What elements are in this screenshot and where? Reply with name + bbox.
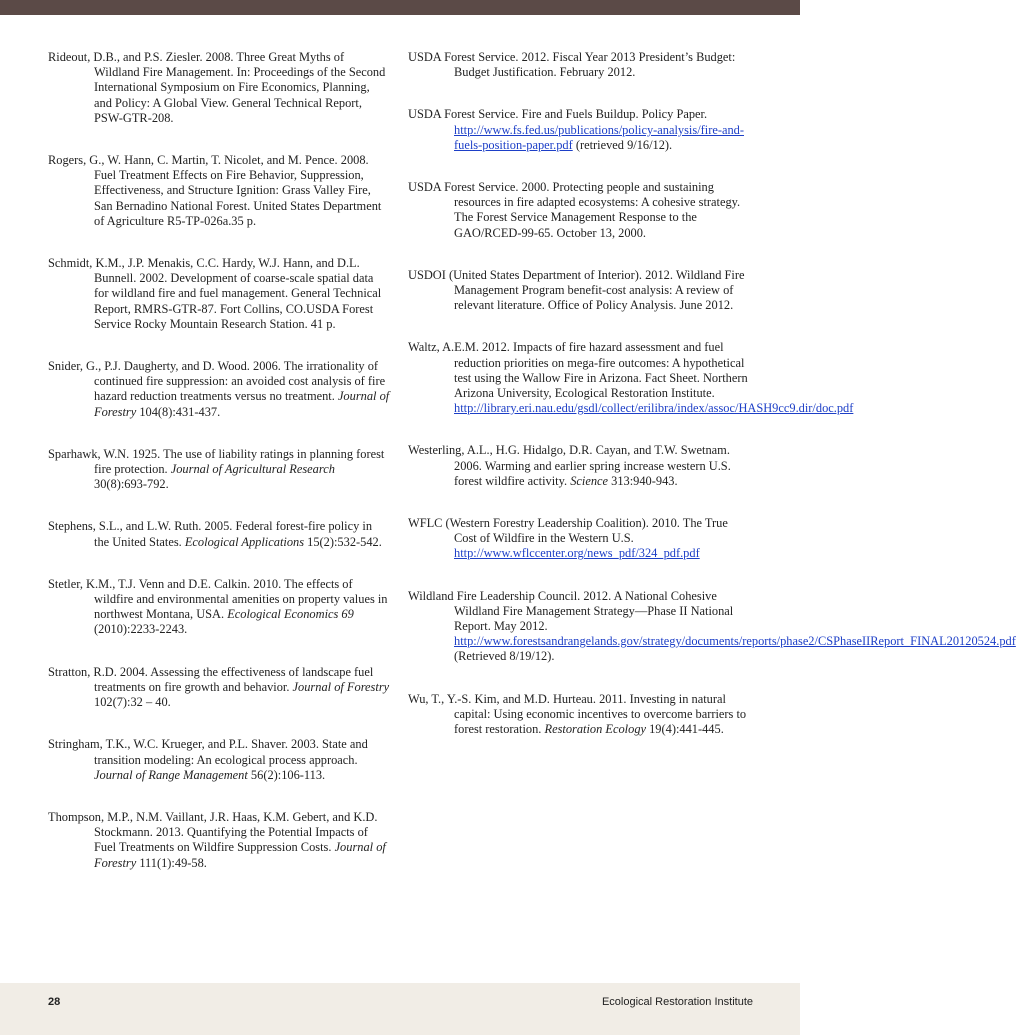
reference-text: USDA Forest Service. Fire and Fuels Buildup. Policy Paper. <box>408 107 708 122</box>
reference-entry <box>408 692 752 738</box>
reference-journal: Journal of Range Management <box>94 767 248 782</box>
reference-text: Stetler, K.M., T.J. Venn and D.E. Calkin. 2010. The effects of wildfire and environmental amenities on property values in northwest Montana, USA. <box>48 576 388 622</box>
reference-link[interactable]: http://www.wflccenter.org/news_pdf/324_pdf.pdf <box>454 546 700 561</box>
reference-text: 313:940-943. <box>608 473 678 488</box>
reference-text: 56(2):106-113. <box>247 767 326 782</box>
reference-text: 111(1):49-58. <box>136 855 207 870</box>
reference-text: (2010):2233-2243. <box>94 622 188 637</box>
reference-text: WFLC (Western Forestry Leadership Coalition). 2010. The True Cost of Wildfire in the Western U.S. <box>408 516 728 546</box>
reference-entry <box>408 268 752 314</box>
reference-text: Rideout, D.B., and P.S. Ziesler. 2008. Three Great Myths of Wildland Fire Management. In: Proceedings of the Second International Symposium on Fire Economics, Planning, and Policy: A Global View. General Technical Report, PSW-GTR-208. <box>48 50 386 125</box>
reference-text: 15(2):532-542. <box>304 534 382 549</box>
reference-text: 102(7):32 – 40. <box>94 695 171 710</box>
reference-entry <box>408 50 752 80</box>
reference-entry <box>48 519 390 549</box>
reference-entry <box>48 447 390 493</box>
reference-entry <box>48 665 390 711</box>
reference-entry <box>48 256 390 332</box>
footer-organization: Ecological Restoration Institute <box>601 996 753 1008</box>
reference-entry <box>48 50 390 126</box>
reference-text: (Retrieved 8/19/12). <box>454 649 555 664</box>
reference-entry <box>408 516 752 562</box>
reference-text: (retrieved 9/16/12). <box>572 137 673 152</box>
reference-text: Waltz, A.E.M. 2012. Impacts of fire hazard assessment and fuel reduction priorities on mega-fire outcomes: A hypothetical test using the Wallow Fire in Arizona. Fact Sheet. Northern Arizona University, Ecological Restoration Institute. <box>408 340 748 401</box>
reference-journal: Ecological Applications <box>184 534 305 549</box>
reference-entry <box>48 577 390 638</box>
reference-entry <box>408 588 1016 665</box>
reference-entry <box>48 359 390 420</box>
reference-text: Westerling, A.L., H.G. Hidalgo, D.R. Cayan, and T.W. Swetnam. 2006. Warming and earlier spring increase western U.S. forest wildfire activity. <box>408 443 731 488</box>
page-number: 28 <box>48 996 61 1008</box>
reference-text: 104(8):431-437. <box>136 404 221 419</box>
reference-text: Wildland Fire Leadership Council. 2012. A National Cohesive Wildland Fire Management Strategy—Phase II National Report. May 2012. <box>408 588 734 634</box>
reference-text: 30(8):693-792. <box>94 477 169 492</box>
header-band <box>0 0 800 15</box>
reference-text: Stratton, R.D. 2004. Assessing the effectiveness of landscape fuel treatments on fire growth and behavior. <box>48 664 374 694</box>
reference-text: USDOI (United States Department of Interior). 2012. Wildland Fire Management Program benefit-cost analysis: A review of relevant literature. Office of Policy Analysis. June 2012. <box>408 267 745 313</box>
reference-entry <box>408 107 752 153</box>
reference-entry <box>408 443 752 489</box>
reference-text: Sparhawk, W.N. 1925. The use of liability ratings in planning forest fire protection. <box>48 446 385 477</box>
reference-link[interactable]: http://www.forestsandrangelands.gov/strategy/documents/reports/phase2/CSPhaseIIReport_FINAL20120524.pdf <box>454 634 1016 649</box>
reference-entry <box>408 340 854 416</box>
reference-journal: Science <box>570 473 609 488</box>
page-footer <box>0 983 800 1035</box>
reference-text: Stringham, T.K., W.C. Krueger, and P.L. Shaver. 2003. State and transition modeling: An ecological process approach. <box>48 737 368 767</box>
reference-text: Snider, G., P.J. Daugherty, and D. Wood. 2006. The irrationality of continued fire suppression: an avoided cost analysis of fire hazard reduction treatments versus no treatment. <box>48 359 386 404</box>
reference-entry <box>48 153 390 229</box>
reference-journal: Journal of Forestry <box>94 840 386 870</box>
reference-entry <box>408 180 752 241</box>
reference-journal: Ecological Economics 69 <box>227 607 354 622</box>
reference-journal: Journal of Forestry <box>292 679 390 694</box>
reference-text: USDA Forest Service. 2000. Protecting people and sustaining resources in fire adapted ecosystems: A cohesive strategy. The Forest Service Management Response to the GAO/RCED-99-65. October 13, 2000. <box>408 180 741 240</box>
reference-journal: Journal of Forestry <box>94 389 390 419</box>
reference-journal: Journal of Agricultural Research <box>170 462 335 477</box>
reference-text: Schmidt, K.M., J.P. Menakis, C.C. Hardy, W.J. Hann, and D.L. Bunnell. 2002. Development of coarse-scale spatial data for wildland fire and fuel management. General Technical Report, RMRS-GTR-87. Fort Collins, CO.USDA Forest Service Rocky Mountain Research Station. 41 p. <box>48 256 382 331</box>
reference-link[interactable]: http://www.fs.fed.us/publications/policy-analysis/fire-and-fuels-position-paper.pdf <box>454 122 744 152</box>
references-column-left <box>48 50 390 898</box>
reference-journal: Restoration Ecology <box>544 722 647 737</box>
reference-link[interactable]: http://library.eri.nau.edu/gsdl/collect/erilibra/index/assoc/HASH9cc9.dir/doc.pdf <box>454 401 854 416</box>
reference-entry <box>48 810 390 871</box>
reference-text: Wu, T., Y.-S. Kim, and M.D. Hurteau. 2011. Investing in natural capital: Using economic incentives to overcome barriers to forest restoration. <box>408 691 747 737</box>
reference-text: Stephens, S.L., and L.W. Ruth. 2005. Federal forest-fire policy in the United States. <box>48 519 373 549</box>
references-column-right <box>408 50 1016 764</box>
reference-text: 19(4):441-445. <box>646 722 724 737</box>
reference-text: USDA Forest Service. 2012. Fiscal Year 2013 President’s Budget: Budget Justification. February 2012. <box>408 50 736 80</box>
reference-text: Rogers, G., W. Hann, C. Martin, T. Nicolet, and M. Pence. 2008. Fuel Treatment Effects on Fire Behavior, Suppression, Effectiveness, and Structure Ignition: Grass Valley Fire, San Bernadino National Forest. United States Department of Agriculture R5-TP-026a.35 p. <box>48 153 382 228</box>
reference-text: Thompson, M.P., N.M. Vaillant, J.R. Haas, K.M. Gebert, and K.D. Stockmann. 2013. Quantifying the Potential Impacts of Fuel Treatments on Wildfire Suppression Costs. <box>48 809 378 855</box>
reference-entry <box>48 737 390 783</box>
